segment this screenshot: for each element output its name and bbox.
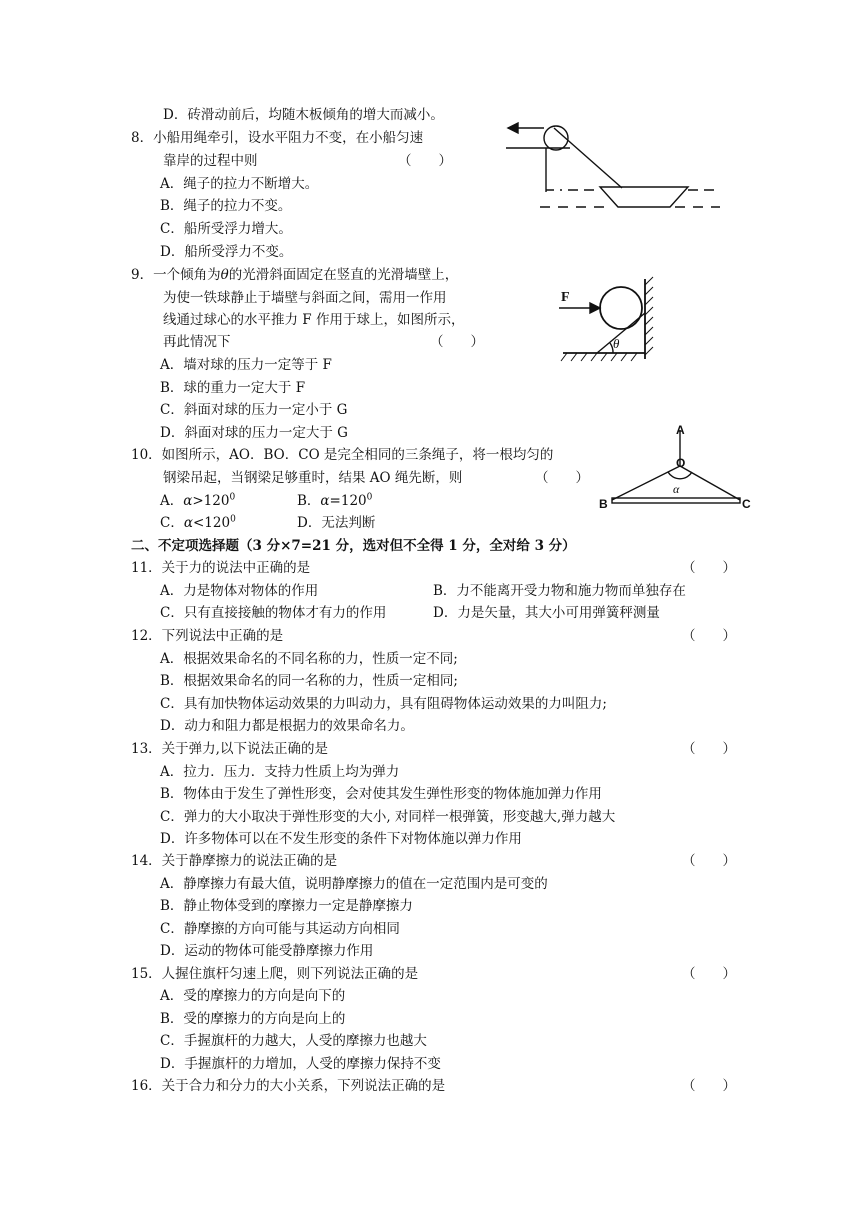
pull-arrow-head: [508, 123, 518, 133]
q14-option-b: B．静止物体受到的摩擦力一定是静摩擦力: [160, 898, 413, 914]
rope-line: [554, 128, 622, 188]
q9-stem-line4: 再此情况下: [163, 334, 231, 350]
point-c-label: C: [742, 497, 751, 511]
q10-option-d: D．无法判断: [297, 515, 376, 531]
q8-option-a: A．绳子的拉力不断增大。: [160, 176, 319, 192]
q9-stem-line3: 线通过球心的水平推力 F 作用于球上，如图所示，: [163, 312, 465, 328]
q12-answer-blank: （ ）: [682, 628, 736, 644]
q8-option-d: D．船所受浮力不变。: [160, 244, 293, 260]
q8-option-b: B．绳子的拉力不变。: [160, 198, 292, 214]
incline-line: [597, 313, 645, 353]
q8-answer-blank: （ ）: [398, 153, 452, 169]
q14-option-d: D．运动的物体可能受静摩擦力作用: [160, 943, 374, 959]
q7-option-d: D．砖滑动前后，均随木板倾角的增大而减小。: [163, 107, 444, 123]
q9-option-b: B．球的重力一定大于 F: [160, 380, 306, 396]
q13-stem: 13．关于弹力,以下说法正确的是: [131, 741, 328, 757]
q14-option-c: C．静摩擦的方向可能与其运动方向相同: [160, 921, 400, 937]
rope-bo: [612, 466, 680, 500]
q14-stem: 14．关于静摩擦力的说法正确的是: [131, 853, 338, 869]
q15-option-a: A．受的摩擦力的方向是向下的: [160, 988, 346, 1004]
q15-option-d: D．手握旗杆的力增加，人受的摩擦力保持不变: [160, 1056, 441, 1072]
point-b-label: B: [599, 497, 608, 511]
q9-option-c: C．斜面对球的压力一定小于 G: [160, 402, 348, 418]
q10-stem-line2: 钢梁吊起，当钢梁足够重时，结果 AO 绳先断，则: [163, 470, 463, 486]
q14-answer-blank: （ ）: [682, 853, 736, 869]
q14-option-a: A．静摩擦力有最大值，说明静摩擦力的值在一定范围内是可变的: [160, 876, 548, 892]
q9-answer-blank: （ ）: [430, 334, 484, 350]
q10-answer-blank: （ ）: [535, 470, 589, 486]
q12-option-b: B．根据效果命名的同一名称的力，性质一定相同;: [160, 673, 458, 689]
q12-stem: 12．下列说法中正确的是: [131, 628, 284, 644]
q16-stem: 16．关于合力和分力的大小关系，下列说法正确的是: [131, 1078, 446, 1094]
point-o-label: O: [676, 456, 686, 470]
q10-option-c: C．$\alpha<120^0$: [160, 514, 236, 531]
q8-option-c: C．船所受浮力增大。: [160, 221, 292, 237]
q9-option-d: D．斜面对球的压力一定大于 G: [160, 425, 348, 441]
q12-option-d: D．动力和阻力都是根据力的效果命名力。: [160, 718, 414, 734]
q11-stem: 11．关于力的说法中正确的是: [131, 560, 311, 576]
q9-ball-incline-figure: [555, 275, 675, 367]
boat-hull: [600, 187, 688, 207]
q15-option-c: C．手握旗杆的力越大，人受的摩擦力也越大: [160, 1033, 427, 1049]
alpha-arc: [668, 472, 692, 479]
q10-option-a: A．$\alpha>120^0$: [160, 492, 236, 509]
q8-stem-line2: 靠岸的过程中则: [163, 153, 258, 169]
q8-stem-line1: 8．小船用绳牵引，设水平阻力不变，在小船匀速: [131, 130, 424, 146]
q13-option-b: B．物体由于发生了弹性形变，会对使其发生弹性形变的物体施加弹力作用: [160, 786, 602, 802]
section-2-title: 二、不定项选择题（3 分×7=21 分，选对但不全得 1 分，全对给 3 分）: [131, 538, 576, 554]
force-f-label: F: [561, 290, 570, 305]
q15-stem: 15．人握住旗杆匀速上爬，则下列说法正确的是: [131, 966, 419, 982]
q15-option-b: B．受的摩擦力的方向是向上的: [160, 1011, 346, 1027]
q13-option-d: D．许多物体可以在不发生形变的条件下对物体施以弹力作用: [160, 831, 522, 847]
q9-option-a: A．墙对球的压力一定等于 F: [160, 357, 332, 373]
q13-option-c: C．弹力的大小取决于弹性形变的大小, 对同样一根弹簧，形变越大,弹力越大: [160, 809, 616, 825]
steel-beam: [612, 498, 740, 503]
alpha-label: α: [673, 482, 680, 496]
q16-answer-blank: （ ）: [682, 1078, 736, 1094]
q12-option-c: C．具有加快物体运动效果的力叫动力，具有阻碍物体运动效果的力叫阻力;: [160, 696, 607, 712]
wall-hatching: [645, 277, 653, 355]
rope-co: [680, 466, 740, 500]
q11-option-b: B．力不能离开受力物和施力物而单独存在: [433, 583, 686, 599]
q11-option-a: A．力是物体对物体的作用: [160, 583, 319, 599]
q9-stem-line1: 9．一个倾角为θ的光滑斜面固定在竖直的光滑墙壁上，: [131, 267, 459, 283]
theta-label: θ: [613, 336, 620, 351]
q13-option-a: A．拉力．压力．支持力性质上均为弹力: [160, 764, 400, 780]
q10-stem-line1: 10．如图所示，AO．BO．CO 是完全相同的三条绳子，将一根均匀的: [131, 447, 554, 463]
ground-hatching: [561, 353, 637, 361]
q10-beam-ropes-figure: [596, 422, 756, 516]
q9-stem-line2: 为使一铁球静止于墙壁与斜面之间，需用一作用: [163, 290, 447, 306]
q11-option-c: C．只有直接接触的物体才有力的作用: [160, 605, 387, 621]
ball-circle: [600, 287, 642, 329]
force-f-arrowhead: [590, 303, 600, 313]
q13-answer-blank: （ ）: [682, 741, 736, 757]
q12-option-a: A．根据效果命名的不同名称的力，性质一定不同;: [160, 651, 458, 667]
point-a-label: A: [676, 423, 685, 437]
q11-answer-blank: （ ）: [682, 560, 736, 576]
q8-boat-pulley-figure: [500, 112, 725, 212]
q15-answer-blank: （ ）: [682, 966, 736, 982]
q11-option-d: D．力是矢量，其大小可用弹簧秤测量: [433, 605, 660, 621]
q10-option-b: B．$\alpha=120^0$: [297, 492, 373, 509]
